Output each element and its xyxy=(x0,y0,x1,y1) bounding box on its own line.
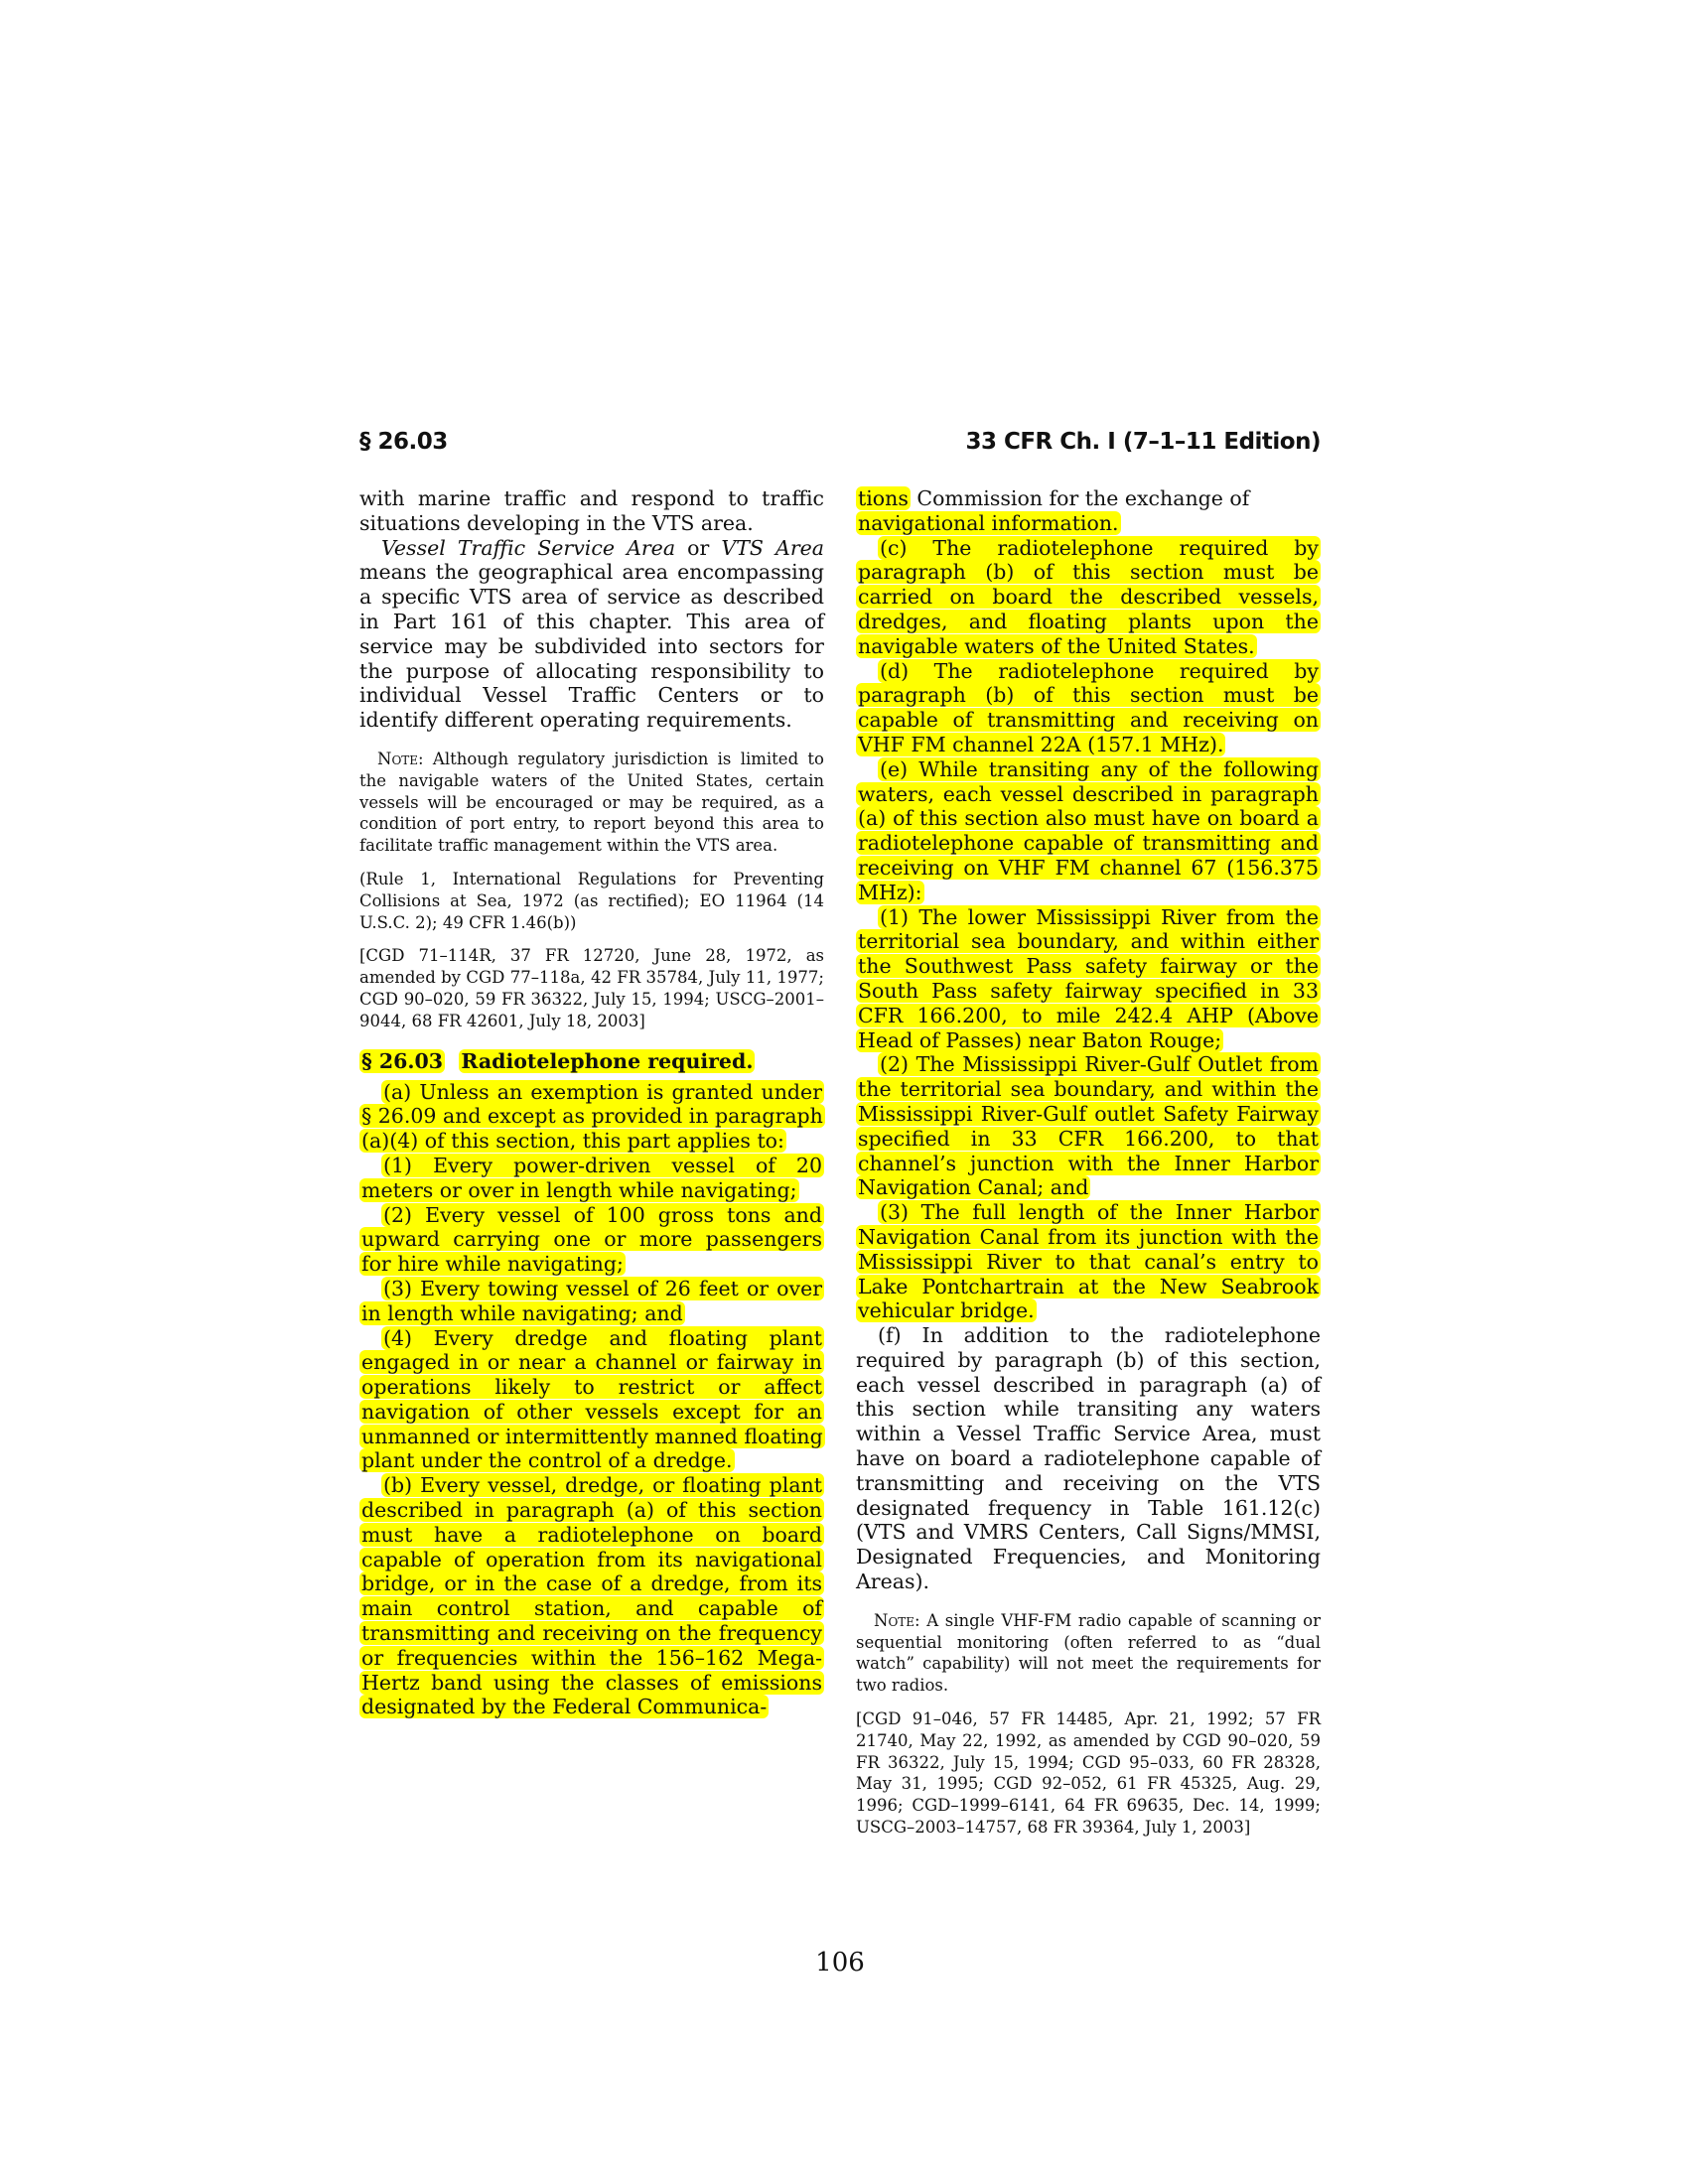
highlighted-text: (d) The radiotelephone required by paragraph (b) of this section must be capable of transmitting and receiving on VHF FM channel 22A (157.1 MHz). xyxy=(858,658,1319,756)
paragraph-b-continuation xyxy=(856,486,1321,536)
highlighted-text: (c) The radiotelephone required by paragraph (b) of this section must be carried on board the described vessels, dredges, and floating plants upon the navigable waters of the United States. xyxy=(858,535,1319,658)
right-column xyxy=(856,486,1321,1839)
note-body: A single VHF-FM radio capable of scanning or sequential monitoring (often referred to as “dual watch” capability) will not meet the requirements for two radios. xyxy=(856,1610,1321,1696)
note-label: Note: xyxy=(874,1610,920,1630)
highlighted-text: (1) Every power-driven vessel of 20 meters or over in length while navigating; xyxy=(361,1153,822,1202)
paragraph-a3 xyxy=(359,1277,824,1326)
highlighted-text: (2) The Mississippi River-Gulf Outlet from the territorial sea boundary, and within the Mississippi River-Gulf outlet Safety Fairway specified in 33 CFR 166.200, to that channel’s junction with the Inner Harbor Navigation Canal; and xyxy=(858,1052,1319,1200)
source-citation: [CGD 91–046, 57 FR 14485, Apr. 21, 1992; 57 FR 21740, May 22, 1992, as amended by CGD 90–020, 59 FR 36322, July 15, 1994; CGD 95–033, 60 FR 28328, May 31, 1995; CGD 92–052, 61 FR 45325, Aug. 29, 1996; CGD–1999–6141, 64 FR 69635, Dec. 14, 1999; USCG–2003–14757, 68 FR 39364, July 1, 2003] xyxy=(856,1709,1321,1838)
note xyxy=(359,749,824,857)
highlighted-text: (1) The lower Mississippi River from the territorial sea boundary, and within either the Southwest Pass safety fairway or the South Pass safety fairway specified in 33 CFR 166.200, to mile 242.4 AHP (Above Head of Passes) near Baton Rouge; xyxy=(858,904,1319,1052)
paragraph-f: (f) In addition to the radiotelephone required by paragraph (b) of this section, each vessel described in paragraph (a) of this section while transiting any waters within a Vessel Traffic Service Area, must have on board a radiotelephone capable of transmitting and receiving on the VTS designated frequency in Table 161.12(c) (VTS and VMRS Centers, Call Signs/MMSI, Designated Frequencies, and Monitoring Areas). xyxy=(856,1323,1321,1594)
plain-text: Commission for the exchange of xyxy=(910,486,1250,510)
paragraph-e2 xyxy=(856,1052,1321,1200)
highlighted-text: (4) Every dredge and floating plant engaged in or near a channel or fairway in operations likely to restrict or affect navigation of other vessels except for an unmanned or intermittently manned floating plant under the control of a dredge. xyxy=(361,1325,823,1473)
highlighted-text: (b) Every vessel, dredge, or floating plant described in paragraph (a) of this section must have a radiotelephone on board capable of operation from its navigational bridge, or in the case of a dredge, from its main control station, and capable of transmitting and receiving on the frequency or frequencies within the 156–162 Mega-Hertz band using the classes of emissions designated by the Federal Communica- xyxy=(361,1473,822,1719)
page-number: 106 xyxy=(815,1948,865,1978)
highlighted-text: tions xyxy=(858,486,909,510)
book-reference: 33 CFR Ch. I (7–1–11 Edition) xyxy=(965,429,1321,455)
section-number: § 26.03 xyxy=(361,1048,444,1073)
paragraph-a1 xyxy=(359,1154,824,1203)
highlighted-text: (3) Every towing vessel of 26 feet or over in length while navigating; and xyxy=(361,1276,822,1325)
defined-term: Vessel Traffic Service Area xyxy=(381,535,676,560)
authority-citation: (Rule 1, International Regulations for Preventing Collisions at Sea, 1972 (as rectified); EO 11964 (14 U.S.C. 2); 49 CFR 1.46(b)) xyxy=(359,869,824,932)
source-citation: [CGD 71–114R, 37 FR 12720, June 28, 1972, as amended by CGD 77–118a, 42 FR 35784, July 11, 1977; CGD 90–020, 59 FR 36322, July 15, 1994; USCG–2001–9044, 68 FR 42601, July 18, 2003] xyxy=(359,946,824,1030)
definition-connector: or xyxy=(675,535,722,560)
definition-vts-area xyxy=(359,536,824,733)
document-page xyxy=(359,429,1321,1978)
highlighted-text: (e) While transiting any of the following waters, each vessel described in paragraph (a) of this section also must have on board a radiotelephone capable of transmitting and receiving on VHF FM channel 67 (156.375 MHz): xyxy=(858,756,1319,904)
note xyxy=(856,1610,1321,1697)
defined-term-alt: VTS Area xyxy=(721,535,824,560)
section-title: Radiotelephone required. xyxy=(461,1048,754,1073)
paragraph-d xyxy=(856,659,1321,757)
highlighted-text: navigational information. xyxy=(858,510,1119,535)
left-column xyxy=(359,486,824,1719)
paragraph-b xyxy=(359,1473,824,1719)
definition-body: means the geographical area encompassing a specific VTS area of service as described in Part 161 of this chapter. This area of service may be subdivided into sectors for the purpose of allocating responsibility to individual Vessel Traffic Centers or to identify different operating requirements. xyxy=(359,560,824,733)
highlighted-text: (2) Every vessel of 100 gross tons and upward carrying one or more passengers for hire while navigating; xyxy=(361,1202,822,1277)
paragraph-continuation: with marine traffic and respond to traffic situations developing in the VTS area. xyxy=(359,486,824,535)
note-body: Although regulatory jurisdiction is limited to the navigable waters of the United States, certain vessels will be encouraged or may be required, as a condition of port entry, to report beyond this area to facilitate traffic management within the VTS area. xyxy=(359,749,824,856)
note-label: Note: xyxy=(377,749,424,768)
paragraph-e xyxy=(856,757,1321,905)
section-heading xyxy=(359,1048,824,1074)
paragraph-e1 xyxy=(856,905,1321,1053)
highlighted-text: (a) Unless an exemption is granted under § 26.09 and except as provided in paragraph (a)(4) of this section, this part applies to: xyxy=(361,1079,823,1154)
section-reference: § 26.03 xyxy=(359,429,448,455)
running-head xyxy=(359,429,1321,463)
paragraph-c xyxy=(856,536,1321,659)
paragraph-a xyxy=(359,1080,824,1154)
highlighted-text: (3) The full length of the Inner Harbor Navigation Canal from its junction with the Mississippi River to that canal’s entry to Lake Pontchartrain at the New Seabrook vehicular bridge. xyxy=(858,1200,1319,1323)
paragraph-e3 xyxy=(856,1200,1321,1323)
paragraph-a2 xyxy=(359,1203,824,1277)
paragraph-a4 xyxy=(359,1326,824,1474)
